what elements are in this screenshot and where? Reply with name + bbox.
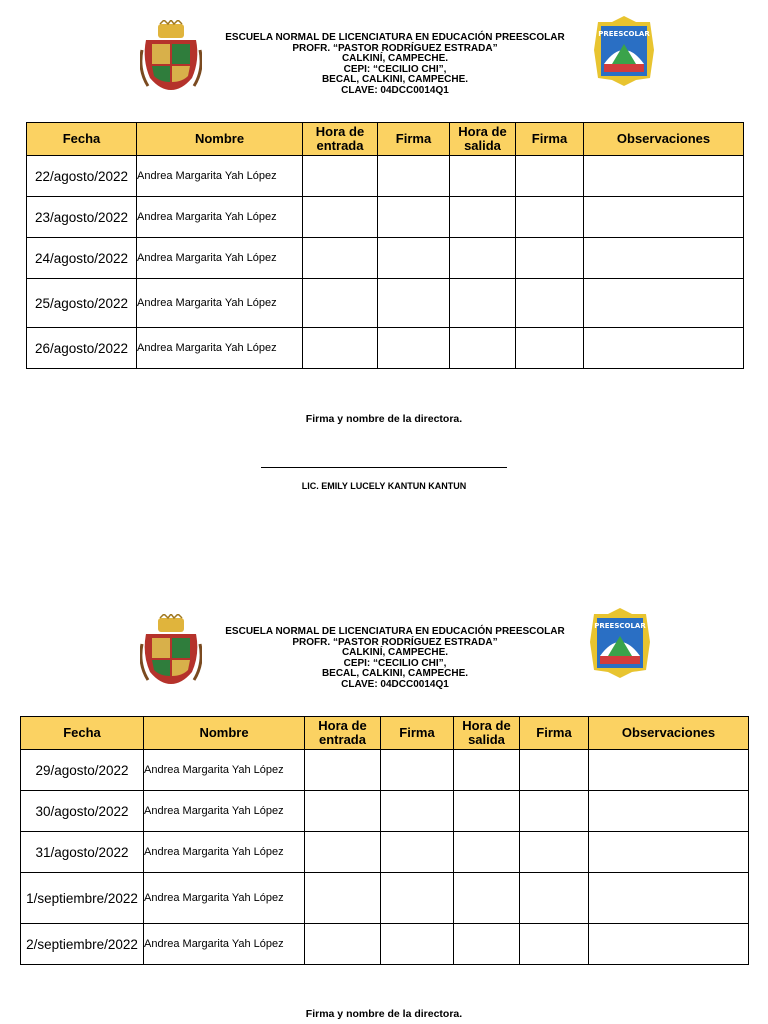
name-cell: Andrea Margarita Yah López: [137, 328, 303, 369]
school-header: [200, 627, 590, 691]
signature-cell[interactable]: [381, 832, 454, 873]
header-line: BECAL, CALKINI, CAMPECHE.: [321, 74, 469, 86]
entry-time-cell[interactable]: [305, 873, 381, 924]
header-line: BECAL, CALKINI, CAMPECHE.: [321, 668, 469, 680]
name-cell: Andrea Margarita Yah López: [137, 197, 303, 238]
badge-text: PREESCOLAR: [598, 30, 650, 38]
date-cell: 22/agosto/2022: [27, 156, 137, 197]
column-header-fecha: Fecha: [27, 123, 137, 156]
column-header-firma: Firma: [378, 123, 450, 156]
entry-time-cell[interactable]: [305, 924, 381, 965]
name-cell: Andrea Margarita Yah López: [144, 791, 305, 832]
name-cell: Andrea Margarita Yah López: [144, 832, 305, 873]
date-cell: 1/septiembre/2022: [21, 873, 144, 924]
header-line: PROFR. “PASTOR RODRÍGUEZ ESTRADA”: [292, 636, 498, 648]
director-name: LIC. EMILY LUCELY KANTUN KANTUN: [301, 481, 467, 491]
observations-cell[interactable]: [589, 750, 749, 791]
column-header-fecha: Fecha: [21, 717, 144, 750]
signature-cell[interactable]: [520, 750, 589, 791]
table-row: [21, 750, 749, 791]
name-cell: Andrea Margarita Yah López: [144, 873, 305, 924]
name-cell: Andrea Margarita Yah López: [137, 238, 303, 279]
entry-time-cell[interactable]: [305, 750, 381, 791]
header-line: CALKINÍ, CAMPECHE.: [341, 53, 449, 65]
signature-cell[interactable]: [520, 924, 589, 965]
coat-of-arms-icon: [140, 614, 202, 686]
date-cell: 30/agosto/2022: [21, 791, 144, 832]
exit-time-cell[interactable]: [454, 791, 520, 832]
signature-cell[interactable]: [520, 873, 589, 924]
header-line: ESCUELA NORMAL DE LICENCIATURA EN EDUCACIÓN PREESCOLAR: [225, 32, 565, 43]
date-cell: 31/agosto/2022: [21, 832, 144, 873]
column-header-nombre: Nombre: [144, 717, 305, 750]
date-cell: 23/agosto/2022: [27, 197, 137, 238]
date-cell: 29/agosto/2022: [21, 750, 144, 791]
date-cell: 26/agosto/2022: [27, 328, 137, 369]
attendance-table: [20, 716, 749, 965]
name-cell: Andrea Margarita Yah López: [144, 924, 305, 965]
signature-cell[interactable]: [381, 873, 454, 924]
column-header-firma: Firma: [516, 123, 584, 156]
header-line: CLAVE: 04DCC0014Q1: [341, 84, 449, 96]
header-line: ESCUELA NORMAL DE LICENCIATURA EN EDUCACIÓN PREESCOLAR: [225, 626, 565, 637]
exit-time-cell[interactable]: [454, 924, 520, 965]
table-header-row: [21, 717, 749, 750]
observations-cell[interactable]: [589, 924, 749, 965]
exit-time-cell[interactable]: [454, 750, 520, 791]
column-header-hora-salida: Hora de salida: [450, 123, 516, 156]
table-row: [21, 832, 749, 873]
date-cell: 2/septiembre/2022: [21, 924, 144, 965]
signature-cell[interactable]: [520, 791, 589, 832]
date-cell: 24/agosto/2022: [27, 238, 137, 279]
column-header-observaciones: Observaciones: [584, 123, 744, 156]
exit-time-cell[interactable]: [454, 873, 520, 924]
header-line: CEPI: “CECILIO CHI”,: [343, 63, 447, 75]
signature-caption: Firma y nombre de la directora.: [305, 413, 463, 425]
column-header-firma: Firma: [520, 717, 589, 750]
column-header-hora-salida: Hora de salida: [454, 717, 520, 750]
observations-cell[interactable]: [589, 832, 749, 873]
entry-time-cell[interactable]: [305, 832, 381, 873]
signature-caption: Firma y nombre de la directora.: [305, 1008, 463, 1020]
signature-cell[interactable]: [381, 750, 454, 791]
name-cell: Andrea Margarita Yah López: [144, 750, 305, 791]
signature-cell[interactable]: [520, 832, 589, 873]
name-cell: Andrea Margarita Yah López: [137, 279, 303, 328]
badge-text: PREESCOLAR: [594, 622, 646, 630]
signature-cell[interactable]: [381, 791, 454, 832]
observations-cell[interactable]: [589, 791, 749, 832]
entry-time-cell[interactable]: [305, 791, 381, 832]
table-row: [21, 924, 749, 965]
name-cell: Andrea Margarita Yah López: [137, 156, 303, 197]
column-header-observaciones: Observaciones: [589, 717, 749, 750]
header-line: CEPI: “CECILIO CHI”,: [343, 657, 447, 669]
column-header-nombre: Nombre: [137, 123, 303, 156]
observations-cell[interactable]: [589, 873, 749, 924]
signature-cell[interactable]: [381, 924, 454, 965]
date-cell: 25/agosto/2022: [27, 279, 137, 328]
column-header-hora-entrada: Hora de entrada: [305, 717, 381, 750]
column-header-hora-entrada: Hora de entrada: [303, 123, 378, 156]
column-header-firma: Firma: [381, 717, 454, 750]
preschool-badge-icon: [588, 604, 652, 682]
header-line: PROFR. “PASTOR RODRÍGUEZ ESTRADA”: [292, 42, 498, 54]
table-row: [21, 873, 749, 924]
header-line: CALKINÍ, CAMPECHE.: [341, 647, 449, 659]
exit-time-cell[interactable]: [454, 832, 520, 873]
table-row: [21, 791, 749, 832]
header-line: CLAVE: 04DCC0014Q1: [341, 678, 449, 690]
